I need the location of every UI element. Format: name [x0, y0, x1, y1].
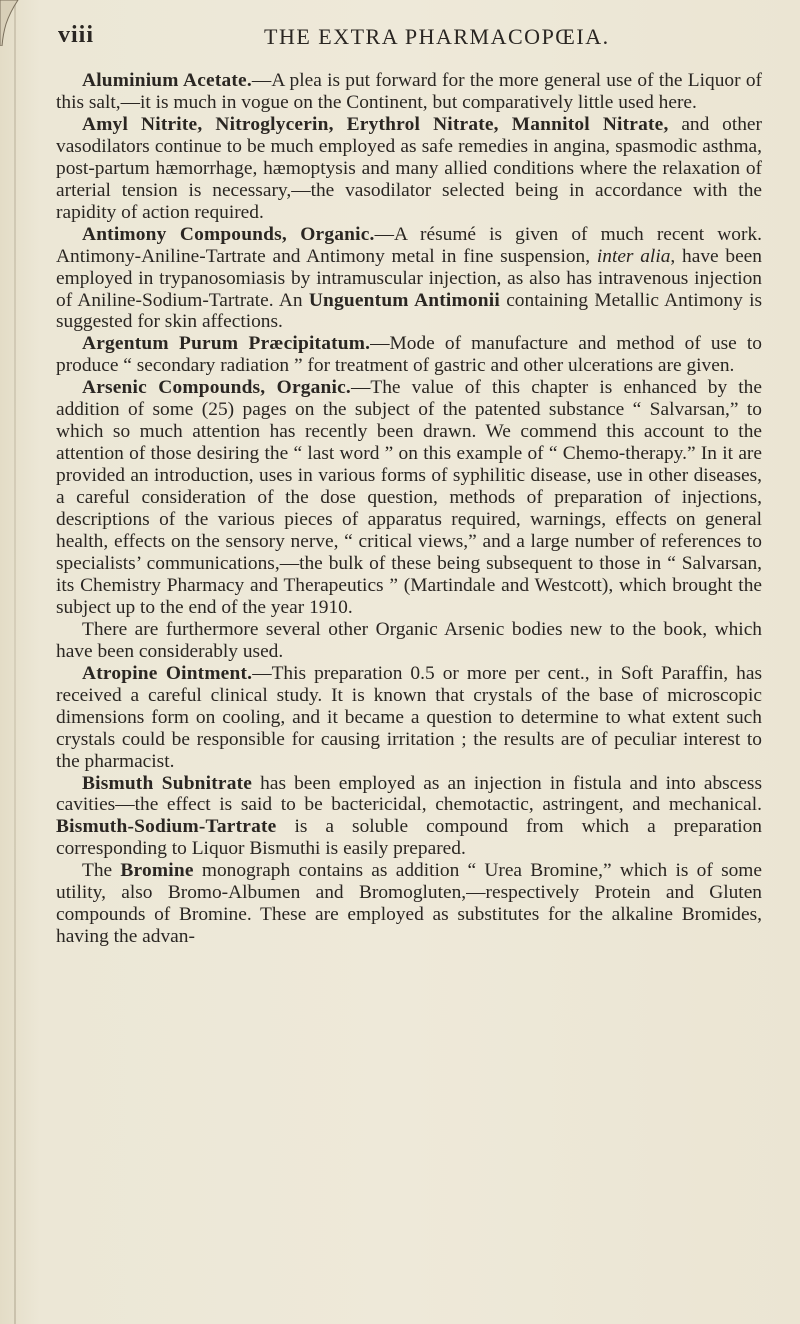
entry-term: Atropine Ointment.	[82, 662, 253, 684]
entry-text: —The value of this chapter is enhanced by the addition of some (25) pages on the subject of the patented substance “ Salvarsan,” to which so much attention has recently been drawn. We commend this account to the attention of those desiring the “ last word ” on this example of “ Chemo-therapy.” In it are provided an introduction, uses in various forms of syphilitic disease, use in other diseases, a careful consideration of the dose question, methods of preparation of injections, descriptions of the various pieces of apparatus required, warnings, effects on general health, effects on the sensory nerve, “ critical views,” and a large number of references to specialists’ communications,—the bulk of these being subsequent to those in “ Salvarsan, its Chemistry Pharmacy and Therapeutics ” (Martindale and Westcott), which brought the subject up to the end of the year 1910.	[56, 377, 762, 618]
entry-argentum-purum	[56, 333, 762, 377]
entry-term-secondary: Unguentum Antimonii	[308, 289, 500, 311]
entry-text: —This preparation 0.5 or more per cent., in Soft Paraffin, has received a careful clinical study. It is known that crystals of the base of microscopic dimensions form on cooling, and it became a question to determine to what extent such crystals could be responsible for causing irritation ; the results are of peculiar interest to the pharmacist.	[56, 662, 762, 772]
entry-text: The	[82, 860, 121, 882]
binding-gutter	[14, 0, 16, 1324]
entry-aluminium-acetate	[56, 70, 762, 114]
entry-text: has been employed as an injection in fistula and into abscess cavities—the effect is said to be bactericidal, chemotactic, astringent, and mechanical.	[56, 772, 762, 816]
entry-text: , have been employed in trypanosomiasis by intramuscular injection, as also has intravenous injection of Aniline-Sodium-Tartrate. An	[56, 245, 762, 311]
entry-text: containing Metallic Antimony is suggested for skin affections.	[56, 289, 762, 333]
entry-term: Aluminium Acetate.	[82, 70, 252, 91]
entry-term: Argentum Purum Præcipitatum.	[82, 333, 371, 355]
entry-arsenic-compounds	[56, 377, 762, 618]
entry-term: Arsenic Compounds, Organic.	[82, 377, 351, 399]
entry-term-secondary: Bismuth-Sodium-Tartrate	[56, 816, 277, 838]
entry-bromine	[56, 860, 762, 948]
entry-italic: inter alia	[596, 245, 671, 267]
entry-text: —Mode of manufacture and method of use to produce “ secondary radiation ” for treatment of gastric and other ulcerations are given.	[56, 333, 762, 377]
entry-term: Amyl Nitrite, Nitroglycerin, Erythrol Nitrate, Mannitol Nitrate,	[82, 113, 669, 135]
entry-atropine-ointment	[56, 663, 762, 773]
entry-text: There are furthermore several other Organic Arsenic bodies new to the book, which have been considerably used.	[56, 618, 762, 662]
page-header	[58, 22, 758, 52]
entry-term: Antimony Compounds, Organic.	[82, 223, 375, 245]
entry-text: is a soluble compound from which a preparation corresponding to Liquor Bismuthi is easily prepared.	[56, 816, 762, 860]
entry-text: monograph contains as addition “ Urea Bromine,” which is of some utility, also Bromo-Albumen and Bromogluten,—respectively Protein and Gluten compounds of Bromine. These are employed as substitutes for the alkaline Bromides, having the advan-	[56, 860, 762, 948]
entry-text: —A résumé is given of much recent work. Antimony-Aniline-Tartrate and Antimony metal in fine suspension,	[56, 223, 762, 267]
page-corner-mark	[0, 0, 30, 46]
entry-antimony-compounds	[56, 224, 762, 334]
entry-term: Bromine	[120, 860, 194, 882]
entry-text: and other vasodilators continue to be much employed as safe remedies in angina, spasmodic asthma, post-partum hæmorrhage, hæmoptysis and many allied conditions where the relaxation of arterial tension is necessary,—the vasodilator selected being in accordance with the rapidity of action required.	[56, 113, 762, 223]
entry-term: Bismuth Subnitrate	[82, 772, 253, 794]
entry-arsenic-continued	[56, 619, 762, 663]
entry-text: —A plea is put forward for the more general use of the Liquor of this salt,—it is much in vogue on the Continent, but comparatively little used here.	[56, 70, 762, 113]
page-number: viii	[58, 22, 95, 48]
entry-bismuth-subnitrate	[56, 773, 762, 861]
entry-amyl-nitrite	[56, 114, 762, 224]
body-text	[56, 70, 762, 948]
running-title: THE EXTRA PHARMACOPŒIA.	[264, 24, 610, 49]
